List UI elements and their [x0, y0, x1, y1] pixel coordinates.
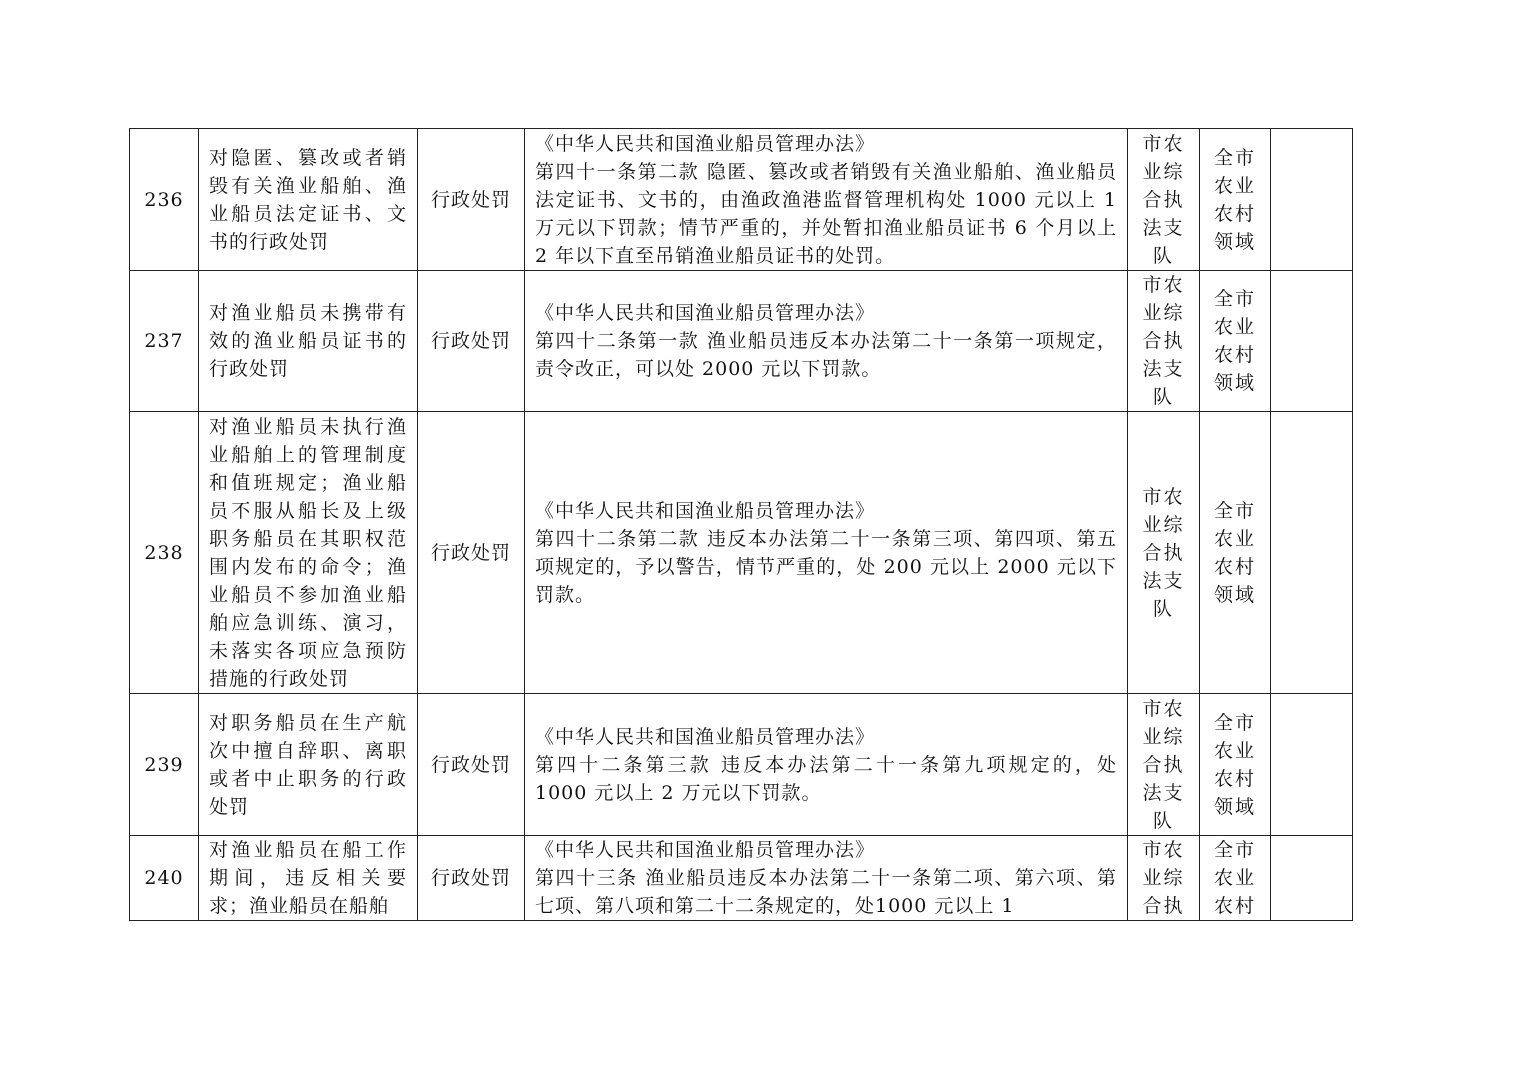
jurisdiction-scope	[1200, 412, 1271, 694]
dept-text: 市农业综合执法支队	[1142, 132, 1185, 267]
penalty-item: 对职务船员在生产航次中擅自辞职、离职或者中止职务的行政处罚	[199, 694, 418, 836]
table-row	[130, 694, 1353, 836]
row-number: 236	[130, 129, 199, 271]
scope-text: 全市农业农村领域	[1214, 288, 1257, 394]
remarks-cell	[1271, 836, 1353, 921]
legal-basis	[525, 836, 1128, 921]
basis-body: 第四十三条 渔业船员违反本办法第二十一条第二项、第六项、第七项、第八项和第二十二条规定的，处1000 元以上 1	[535, 867, 1117, 917]
basis-title: 《中华人民共和国渔业船员管理办法》	[535, 302, 876, 324]
legal-basis	[525, 271, 1128, 412]
basis-title: 《中华人民共和国渔业船员管理办法》	[535, 839, 876, 861]
penalty-item: 对渔业船员在船工作期间，违反相关要求；渔业船员在船舶	[199, 836, 418, 921]
penalty-type: 行政处罚	[418, 271, 525, 412]
table-row	[130, 271, 1353, 412]
basis-body: 第四十二条第三款 违反本办法第二十一条第九项规定的，处 1000 元以上 2 万元以下罚款。	[535, 753, 1117, 804]
remarks-cell	[1271, 129, 1353, 271]
enforcement-dept	[1128, 412, 1200, 694]
scope-text: 全市农业农村领域	[1214, 146, 1257, 253]
table-row	[130, 836, 1353, 921]
row-number: 240	[130, 836, 199, 921]
dept-text: 市农业综合执法支队	[1142, 274, 1185, 408]
row-number: 239	[130, 694, 199, 836]
enforcement-dept	[1128, 694, 1200, 836]
jurisdiction-scope	[1200, 129, 1271, 271]
penalty-item: 对隐匿、篡改或者销毁有关渔业船舶、渔业船员法定证书、文书的行政处罚	[199, 129, 418, 271]
basis-body: 第四十一条第二款 隐匿、篡改或者销毁有关渔业船舶、渔业船员法定证书、文书的，由渔政渔港监督管理机构处 1000 元以上 1 万元以下罚款；情节严重的，并处暂扣渔业船员证书 6 个月以上 2 年以下直至吊销渔业船员证书的处罚。	[535, 160, 1117, 267]
remarks-cell	[1271, 694, 1353, 836]
enforcement-dept	[1128, 129, 1200, 271]
table-row	[130, 129, 1353, 271]
dept-text: 市农业综合执法支队	[1142, 697, 1185, 832]
basis-title: 《中华人民共和国渔业船员管理办法》	[535, 725, 876, 748]
scope-text: 全市农业农村领域	[1214, 499, 1257, 606]
remarks-cell	[1271, 412, 1353, 694]
penalty-type: 行政处罚	[418, 129, 525, 271]
jurisdiction-scope	[1200, 694, 1271, 836]
scope-text: 全市农业农村领域	[1214, 711, 1257, 818]
basis-body: 第四十二条第一款 渔业船员违反本办法第二十一条第一项规定，责令改正，可以处 2000 元以下罚款。	[535, 330, 1117, 380]
penalty-item: 对渔业船员未执行渔业船舶上的管理制度和值班规定；渔业船员不服从船长及上级职务船员在其职权范围内发布的命令；渔业船员不参加渔业船舶应急训练、演习，未落实各项应急预防措施的行政处罚	[199, 412, 418, 694]
legal-basis	[525, 129, 1128, 271]
jurisdiction-scope	[1200, 271, 1271, 412]
table-row	[130, 412, 1353, 694]
penalty-item: 对渔业船员未携带有效的渔业船员证书的行政处罚	[199, 271, 418, 412]
scope-text: 全市农业农村	[1214, 839, 1257, 917]
remarks-cell	[1271, 271, 1353, 412]
dept-text: 市农业综合执法支队	[1142, 485, 1185, 620]
legal-basis	[525, 694, 1128, 836]
basis-body: 第四十二条第二款 违反本办法第二十一条第三项、第四项、第五项规定的，予以警告，情节严重的，处 200 元以上 2000 元以下罚款。	[535, 527, 1117, 606]
penalty-type: 行政处罚	[418, 412, 525, 694]
basis-title: 《中华人民共和国渔业船员管理办法》	[535, 499, 876, 522]
enforcement-dept	[1128, 836, 1200, 921]
penalty-table	[129, 128, 1353, 921]
basis-title: 《中华人民共和国渔业船员管理办法》	[535, 132, 876, 155]
row-number: 237	[130, 271, 199, 412]
jurisdiction-scope	[1200, 836, 1271, 921]
row-number: 238	[130, 412, 199, 694]
dept-text: 市农业综合执	[1142, 839, 1185, 917]
legal-basis	[525, 412, 1128, 694]
penalty-type: 行政处罚	[418, 836, 525, 921]
enforcement-dept	[1128, 271, 1200, 412]
penalty-type: 行政处罚	[418, 694, 525, 836]
